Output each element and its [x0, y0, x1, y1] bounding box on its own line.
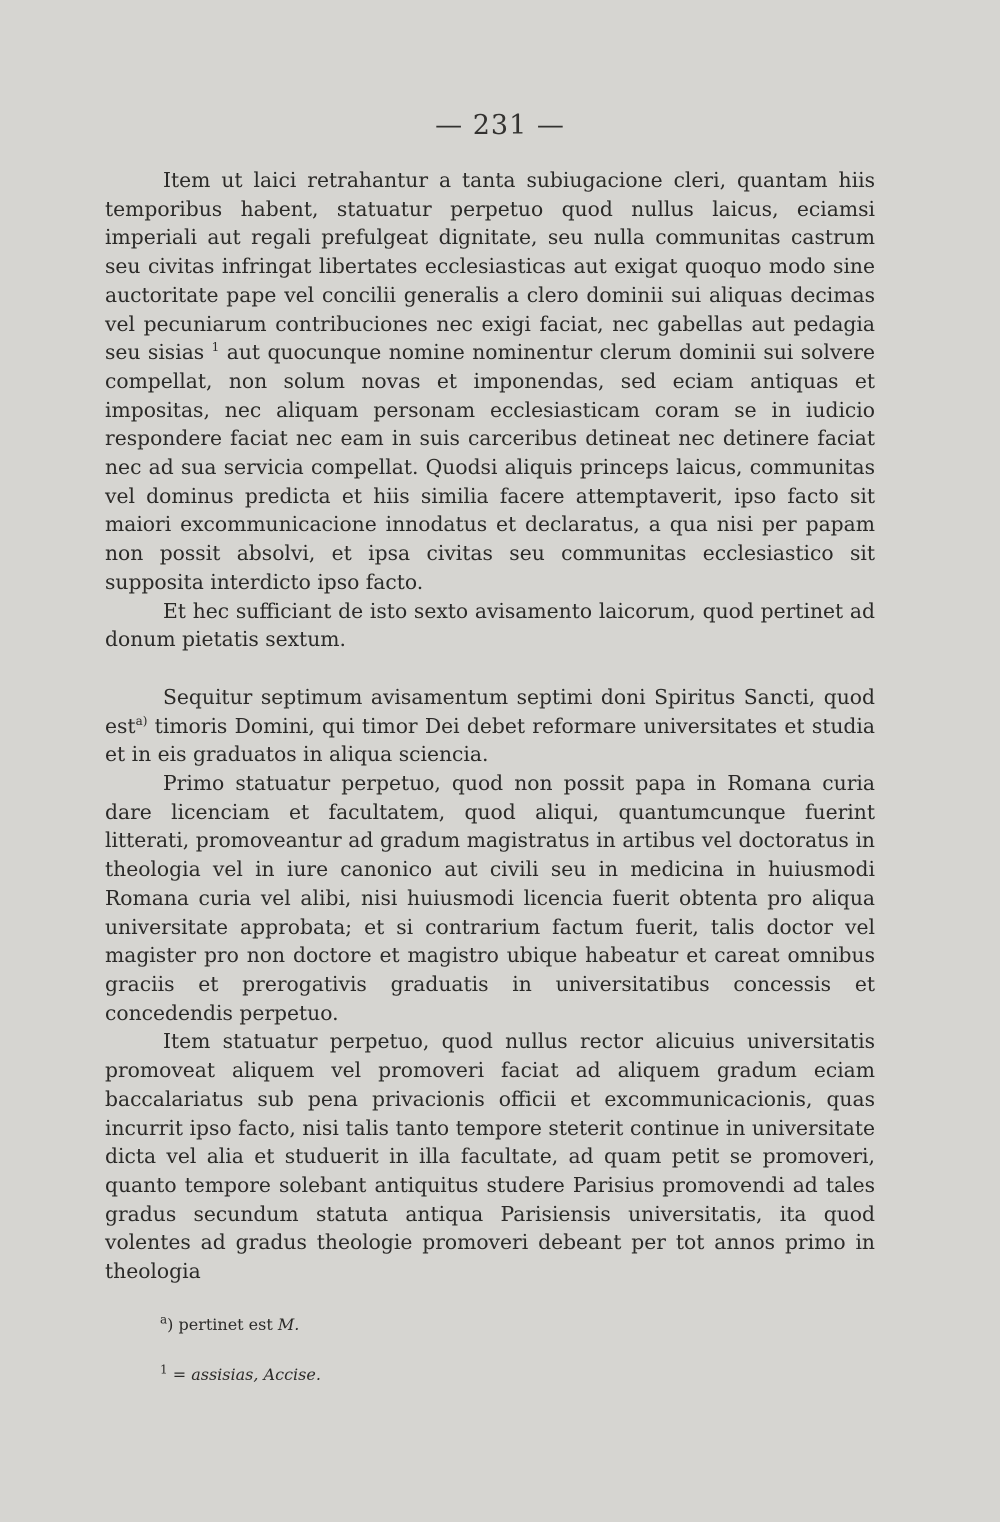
text-run: Item statuatur perpetuo, quod nullus rector alicuius universitatis promoveat aliquem vel promoveri faciat ad aliquem gradum eciam baccalariatus sub pena privacionis officii et excommunicacionis, quas incurrit ipso facto, nisi talis tanto tempore steterit continue in universitate dicta vel alia et studuerit in illa facultate, ad quam petit se promoveri, quanto tempore solebant antiquitus studere Parisius promovendi ad tales gradus secundum statuta antiqua Parisiensis universitatis, ita quod volentes ad gradus theologie promoveri debeant per tot annos primo in theologia: [105, 1029, 875, 1284]
footnote: [160, 1312, 760, 1334]
note-marker: 1: [160, 1362, 168, 1377]
text-run: =: [167, 1365, 192, 1384]
footnotes: [160, 1312, 760, 1384]
paragraph: [105, 683, 875, 769]
text-run: Et hec sufficiant de isto sexto avisamento laicorum, quod pertinet ad donum pietatis sextum.: [105, 598, 875, 652]
text-run: ) pertinet est: [167, 1315, 278, 1334]
text-run: aut quocunque nomine nominentur clerum dominii sui solvere compellat, non solum novas et imponendas, sed eciam antiquas et impositas, nec aliquam personam ecclesiasticam coram se in iudicio respondere faciat nec eam in suis carceribus detineat nec detinere faciat nec ad sua servicia compellat. Quodsi aliquis princeps laicus, communitas vel dominus predicta et hiis similia facere attemptaverit, ipso facto sit maiori excommunicacione innodatus et declaratus, a qua nisi per papam non possit absolvi, et ipsa civitas seu communitas ecclesiastico sit supposita interdicto ipso facto.: [105, 340, 876, 594]
paragraph: [105, 166, 875, 597]
paragraph: [105, 1027, 875, 1285]
text-run: timoris Domini, qui timor Dei debet reformare universitates et studia et in eis graduatos in aliqua sciencia.: [105, 713, 875, 767]
paragraph: [105, 597, 875, 654]
page-number: — 231 —: [435, 110, 565, 141]
italic-text: assisias, Accise.: [191, 1365, 321, 1384]
italic-text: M.: [277, 1315, 300, 1334]
body-text: [105, 166, 875, 1286]
paragraph: [105, 769, 875, 1027]
text-run: Sequitur septimum avisamentum septimi doni Spiritus Sancti, quod est: [105, 684, 875, 738]
text-run: Primo statuatur perpetuo, quod non possit papa in Romana curia dare licenciam et facultatem, quod aliqui, quantumcunque fuerint litterati, promoveantur ad gradum magistratus in artibus vel doctoratus in theologia vel in iure canonico aut civili seu in medicina in huiusmodi Romana curia vel alibi, nisi huiusmodi licencia fuerit obtenta pro aliqua universitate approbata; et si contrarium factum fuerit, talis doctor vel magister pro non doctore et magistro ubique habeatur et careat omnibus graciis et prerogativis graduatis in universitatibus concessis et concedendis perpetuo.: [105, 771, 875, 1025]
note-marker: a): [135, 713, 148, 728]
footnote: [160, 1362, 760, 1384]
text-run: Item ut laici retrahantur a tanta subiugacione cleri, quantam hiis temporibus habent, statuatur perpetuo quod nullus laicus, eciamsi imperiali aut regali prefulgeat dignitate, seu nulla communitas castrum seu civitas infringat libertates ecclesiasticas aut exigat quoquo modo sine auctoritate pape vel concilii generalis a clero dominii sui aliquas decimas vel pecuniarum contribuciones nec exigi faciat, nec gabellas aut pedagia seu sisias: [105, 168, 875, 365]
note-marker: a: [160, 1312, 168, 1327]
note-marker: 1: [211, 340, 220, 355]
